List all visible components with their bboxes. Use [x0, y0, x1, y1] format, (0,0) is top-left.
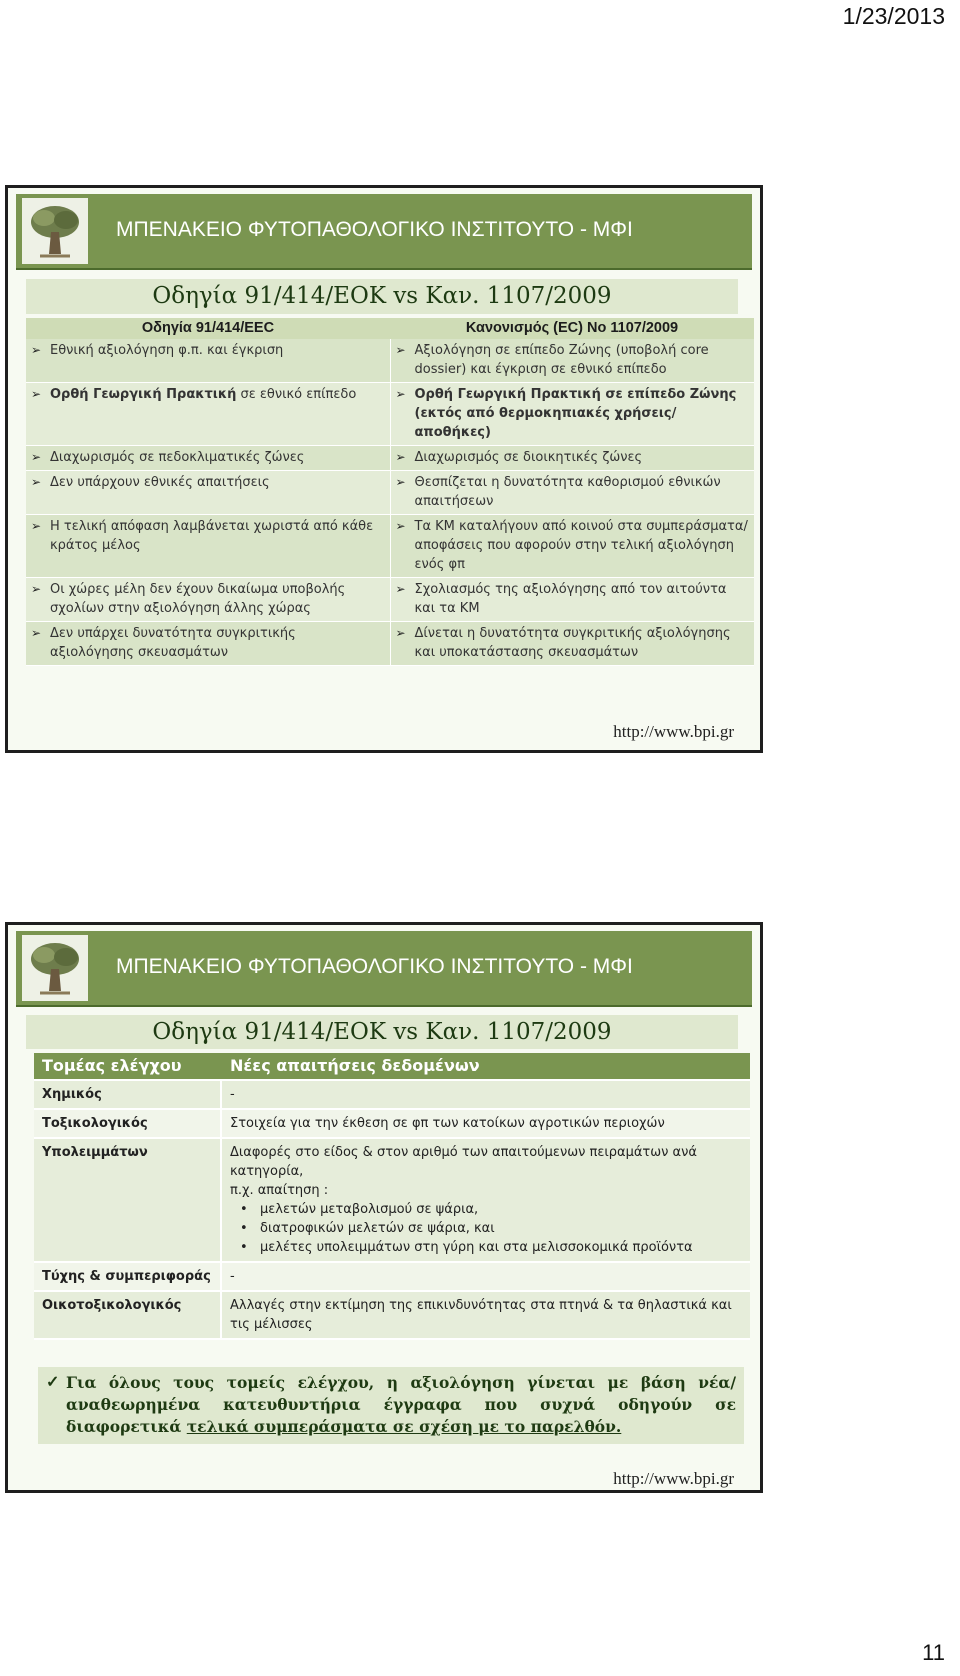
- directive-cell: ➢ Δεν υπάρχει δυνατότητα συγκριτικής αξιολόγησης σκευασμάτων: [26, 622, 391, 665]
- comparison-row: [26, 471, 754, 515]
- note-text: Για όλους τους τομείς ελέγχου, η αξιολόγηση γίνεται με βάση νέα/αναθεωρημένα κατευθυντήρια έγγραφα που συχνά οδηγούν σε διαφορετικά: [66, 1373, 736, 1436]
- comparison-table: [26, 318, 754, 666]
- table-row: [34, 1139, 750, 1263]
- sector-cell: Τοξικολογικός: [34, 1110, 222, 1137]
- comparison-header: [26, 318, 754, 339]
- note-underlined-text: τελικά συμπεράσματα σε σχέση με το παρελθόν.: [186, 1417, 622, 1436]
- directive-cell-bold: Ορθή Γεωργική Πρακτική: [50, 387, 237, 402]
- directive-cell: ➢ Διαχωρισμός σε πεδοκλιματικές ζώνες: [26, 446, 391, 470]
- summary-note: [38, 1367, 744, 1444]
- slide-title: Οδηγία 91/414/ΕΟΚ vs Καν. 1107/2009: [152, 1019, 612, 1045]
- requirement-example: π.χ. απαίτηση :: [230, 1183, 329, 1198]
- directive-cell: ➢ Οι χώρες μέλη δεν έχουν δικαίωμα υποβολής σχολίων στην αξιολόγηση άλλης χώρας: [26, 578, 391, 621]
- website-link[interactable]: http://www.bpi.gr: [613, 722, 734, 741]
- requirements-rows: [34, 1081, 750, 1340]
- requirement-cell: Στοιχεία για την έκθεση σε φπ των κατοίκων αγροτικών περιοχών: [230, 1116, 665, 1131]
- requirement-cell: -: [230, 1269, 235, 1284]
- regulation-cell: ➢ Ορθή Γεωργική Πρακτική σε επίπεδο Ζώνης (εκτός από θερμοκηπιακές χρήσεις/αποθήκες): [391, 383, 755, 445]
- date-header: 1/23/2013: [842, 3, 945, 29]
- table-row: [34, 1110, 750, 1139]
- requirement-cell: Αλλαγές στην εκτίμηση της επικινδυνότητας στα πτηνά & τα θηλαστικά και τις μέλισσες: [230, 1298, 732, 1332]
- comparison-row: [26, 622, 754, 666]
- requirements-header: [34, 1053, 750, 1081]
- requirements-table: [34, 1053, 750, 1340]
- requirement-cell: -: [230, 1087, 235, 1102]
- requirement-cell: [222, 1139, 750, 1261]
- regulation-cell: ➢ Διαχωρισμός σε διοικητικές ζώνες: [391, 446, 755, 470]
- comparison-rows: [26, 339, 754, 666]
- regulation-cell: ➢ Σχολιασμός της αξιολόγησης από τον αιτούντα και τα ΚΜ: [391, 578, 755, 621]
- comparison-row: [26, 383, 754, 446]
- sector-cell: Υπολειμμάτων: [34, 1139, 222, 1261]
- regulation-cell: ➢ Θεσπίζεται η δυνατότητα καθορισμού εθνικών απαιτήσεων: [391, 471, 755, 514]
- table-row: [34, 1263, 750, 1292]
- list-item: • διατροφικών μελετών σε ψάρια, και: [260, 1219, 742, 1238]
- directive-cell: ➢ Δεν υπάρχουν εθνικές απαιτήσεις: [26, 471, 391, 514]
- header-sector: Τομέας ελέγχου: [42, 1056, 182, 1075]
- olive-tree-logo: [22, 935, 88, 1001]
- slide-comparison: [5, 185, 763, 753]
- slide-data-requirements: [5, 922, 763, 1493]
- header-regulation: Κανονισμός (EC) No 1107/2009: [465, 320, 679, 336]
- comparison-row: [26, 515, 754, 578]
- page-number: 11: [922, 1640, 945, 1665]
- sector-cell: Οικοτοξικολογικός: [34, 1292, 222, 1338]
- directive-cell: [26, 383, 391, 445]
- sector-cell: Χημικός: [34, 1081, 222, 1108]
- regulation-cell: ➢ Αξιολόγηση σε επίπεδο Ζώνης (υποβολή core dossier) και έγκριση σε εθνικό επίπεδο: [391, 339, 755, 382]
- regulation-cell: ➢ Τα ΚΜ καταλήγουν από κοινού στα συμπεράσματα/αποφάσεις που αφορούν στην τελική αξιολόγηση ενός φπ: [391, 515, 755, 577]
- requirement-bullets: [230, 1200, 742, 1257]
- comparison-row: [26, 446, 754, 471]
- institute-name: ΜΠΕΝΑΚΕΙΟ ΦΥΤΟΠΑΘΟΛΟΓΙΚΟ ΙΝΣΤΙΤΟΥΤΟ - ΜΦΙ: [116, 218, 633, 241]
- checkmark-icon: ✓: [46, 1372, 60, 1391]
- header-directive: Οδηγία 91/414/EEC: [141, 320, 275, 336]
- directive-cell: ➢ Εθνική αξιολόγηση φ.π. και έγκριση: [26, 339, 391, 382]
- comparison-row: [26, 578, 754, 622]
- sector-cell: Τύχης & συμπεριφοράς: [34, 1263, 222, 1290]
- regulation-cell: ➢ Δίνεται η δυνατότητα συγκριτικής αξιολόγησης και υποκατάστασης σκευασμάτων: [391, 622, 755, 665]
- list-item: • μελέτες υπολειμμάτων στη γύρη και στα μελισσοκομικά προϊόντα: [260, 1238, 742, 1257]
- requirement-text: Διαφορές στο είδος & στον αριθμό των απαιτούμενων πειραμάτων ανά κατηγορία,: [230, 1145, 697, 1179]
- comparison-row: [26, 339, 754, 383]
- list-item: • μελετών μεταβολισμού σε ψάρια,: [260, 1200, 742, 1219]
- institute-banner: [16, 194, 752, 270]
- directive-cell-text: σε εθνικό επίπεδο: [236, 387, 357, 402]
- institute-banner: [16, 931, 752, 1007]
- institute-name: ΜΠΕΝΑΚΕΙΟ ΦΥΤΟΠΑΘΟΛΟΓΙΚΟ ΙΝΣΤΙΤΟΥΤΟ - ΜΦΙ: [116, 955, 633, 978]
- website-link[interactable]: http://www.bpi.gr: [613, 1469, 734, 1488]
- table-row: [34, 1081, 750, 1110]
- slide-title-bar: [26, 1015, 738, 1049]
- directive-cell: ➢ Η τελική απόφαση λαμβάνεται χωριστά από κάθε κράτος μέλος: [26, 515, 391, 577]
- slide-title-bar: [26, 279, 738, 314]
- table-row: [34, 1292, 750, 1340]
- slide-title: Οδηγία 91/414/ΕΟΚ vs Καν. 1107/2009: [152, 283, 612, 309]
- header-requirements: Νέες απαιτήσεις δεδομένων: [230, 1056, 480, 1075]
- olive-tree-logo: [22, 198, 88, 264]
